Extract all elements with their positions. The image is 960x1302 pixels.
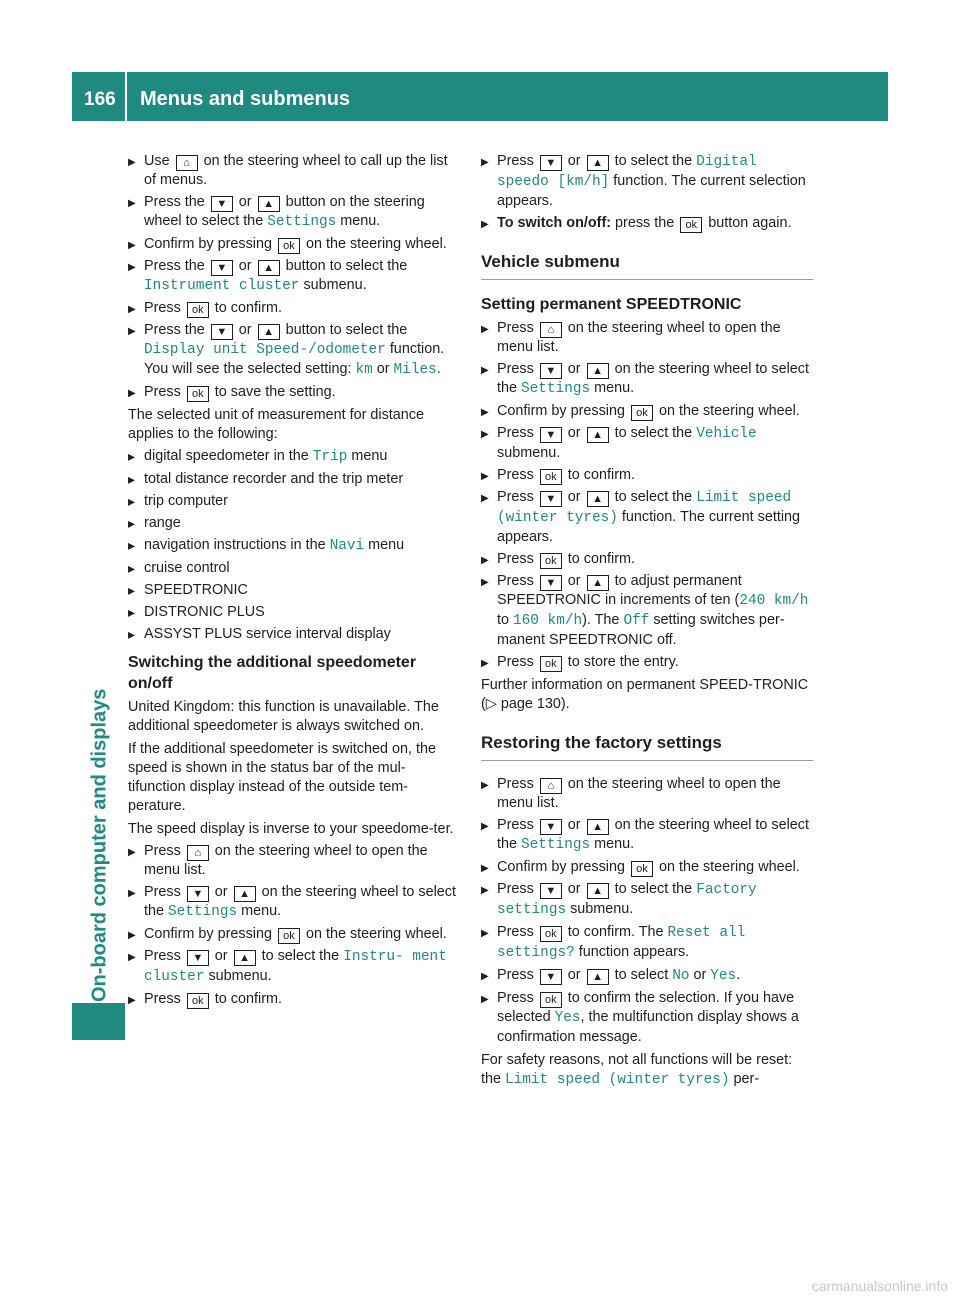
list-item: ▸ SPEEDTRONIC [128,581,460,600]
paragraph: The selected unit of measurement for distance applies to the following: [128,407,424,442]
down-key-icon: ▼ [211,324,233,340]
paragraph: If the additional speedometer is switched on, the speed is shown in the status bar of the mul-tifunction display instead of the outside tem-perature. [128,741,436,814]
down-key-icon: ▼ [540,491,562,507]
list-item: ▸ total distance recorder and the trip meter [128,470,460,489]
list-item: ▸ range [128,514,460,533]
ok-key-icon: ok [187,993,209,1009]
step-call-menus: ▶ Use ⌂ on the steering wheel to call up the list of menus. [128,152,460,190]
section-heading: Restoring the factory settings [481,732,813,761]
page-title: Menus and submenus [140,88,351,110]
paragraph: The speed display is inverse to your speedome-ter. [128,821,454,837]
ok-key-icon: ok [540,469,562,485]
limit-speed-label: Limit speed (winter tyres) [505,1072,730,1088]
up-key-icon: ▲ [587,155,609,171]
up-key-icon: ▲ [234,886,256,902]
up-key-icon: ▲ [587,575,609,591]
list-item: ▸ navigation instructions in the Navi menu [128,536,460,556]
up-key-icon: ▲ [258,324,280,340]
page-number: 166 [84,89,116,110]
paragraph: United Kingdom: this function is unavailable. The additional speedometer is always switched on. [128,699,439,734]
navi-menu-label: Navi [329,538,365,554]
step-open-menu-list: ▶ Press ⌂ on the steering wheel to open the menu list. [128,842,460,880]
ok-key-icon: ok [680,217,702,233]
step-save-setting: ▶ Press ok to save the setting. [128,383,460,402]
down-key-icon: ▼ [211,260,233,276]
no-label: No [672,968,690,984]
speed-160-label: 160 km/h [513,613,583,629]
up-key-icon: ▲ [587,363,609,379]
ok-key-icon: ok [631,861,653,877]
step-select-display-unit: ▶ Press the ▼ or ▲ button to select the Display unit Speed-/odometer function. You will see the selected setting: km or Miles. [128,321,460,380]
section-heading: Vehicle submenu [481,251,813,280]
ok-key-icon: ok [187,386,209,402]
paragraph: For safety reasons, not all functions will be reset: the Limit speed (winter tyres) per- [481,1052,793,1088]
step-press-ok: ▶ Press ok to confirm. [128,299,460,318]
ok-key-icon: ok [187,302,209,318]
ok-key-icon: ok [278,928,300,944]
settings-menu-label: Settings [168,904,238,920]
vehicle-submenu-label: Vehicle [696,426,757,442]
trip-menu-label: Trip [312,449,348,465]
chapter-side-title: On-board computer and displays [88,688,111,1002]
down-key-icon: ▼ [540,969,562,985]
down-key-icon: ▼ [540,883,562,899]
list-item: ▸ digital speedometer in the Trip menu [128,447,460,467]
step-select-instrument-cluster: ▶ Press ▼ or ▲ to select the Instru‐ ment cluster submenu. [128,947,460,987]
step-press-ok: ▶ Press ok to confirm. [128,990,460,1009]
yes-label: Yes [554,1010,581,1026]
down-key-icon: ▼ [540,155,562,171]
limit-speed-label: Limit speed (winter tyres) [497,490,792,526]
subheading: Setting permanent SPEEDTRONIC [481,296,742,313]
side-marker [72,1003,125,1040]
down-key-icon: ▼ [187,950,209,966]
up-key-icon: ▲ [258,260,280,276]
step-select-factory-settings: ▶ Press ▼ or ▲ to select the Factory settings submenu. [481,880,813,920]
home-key-icon: ⌂ [540,322,562,338]
step-open-menu-list: ▶ Press ⌂ on the steering wheel to open the menu list. [481,775,813,813]
step-confirm-selection: ▶ Press ok to confirm the selection. If you have selected Yes, the multifunction display shows a confirmation message. [481,989,813,1047]
watermark-url: carmanualsonline.info [811,1278,948,1294]
step-confirm: ▶ Confirm by pressing ok on the steering wheel. [481,858,813,877]
step-select-settings: ▶ Press the ▼ or ▲ button on the steering wheel to select the Settings menu. [128,193,460,232]
speed-240-label: 240 km/h [739,593,809,609]
settings-menu-label: Settings [521,837,591,853]
step-confirm: ▶ Confirm by pressing ok on the steering wheel. [481,402,813,421]
display-unit-label: Display unit Speed-/odometer [144,342,386,358]
left-column [128,152,460,1012]
list-item: ▸ trip computer [128,492,460,511]
down-key-icon: ▼ [540,819,562,835]
km-label: km [355,362,373,378]
down-key-icon: ▼ [211,196,233,212]
step-select-settings: ▶ Press ▼ or ▲ on the steering wheel to select the Settings menu. [128,883,460,922]
down-key-icon: ▼ [540,427,562,443]
down-key-icon: ▼ [540,575,562,591]
ok-key-icon: ok [540,992,562,1008]
ok-key-icon: ok [540,656,562,672]
instrument-cluster-label: Instrument cluster [144,278,300,294]
step-select-settings: ▶ Press ▼ or ▲ on the steering wheel to select the Settings menu. [481,360,813,399]
step-select-yes-no: ▶ Press ▼ or ▲ to select No or Yes. [481,966,813,986]
step-confirm: ▶ Confirm by pressing ok on the steering wheel. [128,235,460,254]
settings-menu-label: Settings [521,381,591,397]
step-store-entry: ▶ Press ok to store the entry. [481,653,813,672]
step-press-ok-reset: ▶ Press ok to confirm. The Reset all settings? function appears. [481,923,813,963]
up-key-icon: ▲ [258,196,280,212]
step-switch-on-off: ▶ To switch on/off: press the ok button again. [481,214,813,233]
home-key-icon: ⌂ [540,778,562,794]
step-select-settings: ▶ Press ▼ or ▲ on the steering wheel to select the Settings menu. [481,816,813,855]
ok-key-icon: ok [540,553,562,569]
settings-menu-label: Settings [267,214,337,230]
header-divider [125,72,127,121]
step-confirm: ▶ Confirm by pressing ok on the steering wheel. [128,925,460,944]
off-label: Off [623,613,650,629]
digital-speedo-label: Digital speedo [km/h] [497,154,757,190]
yes-label: Yes [710,968,737,984]
instrument-cluster-label: Instru‐ ment cluster [144,949,447,985]
step-open-menu-list: ▶ Press ⌂ on the steering wheel to open the menu list. [481,319,813,357]
step-press-ok: ▶ Press ok to confirm. [481,466,813,485]
up-key-icon: ▲ [587,427,609,443]
step-adjust-speedtronic: ▶ Press ▼ or ▲ to adjust permanent SPEEDTRONIC in increments of ten (240 km/h to 160 km/h). The Off setting switches per-manent SPEEDTRONIC off. [481,572,813,650]
step-select-limit-speed: ▶ Press ▼ or ▲ to select the Limit speed (winter tyres) function. The current setting appears. [481,488,813,547]
up-key-icon: ▲ [234,950,256,966]
miles-label: Miles [393,362,437,378]
step-press-ok: ▶ Press ok to confirm. [481,550,813,569]
step-select-instrument-cluster: ▶ Press the ▼ or ▲ button to select the Instrument cluster submenu. [128,257,460,296]
down-key-icon: ▼ [540,363,562,379]
home-key-icon: ⌂ [176,155,198,171]
up-key-icon: ▲ [587,491,609,507]
reset-all-label: Reset all settings? [497,925,746,961]
up-key-icon: ▲ [587,883,609,899]
up-key-icon: ▲ [587,969,609,985]
ok-key-icon: ok [631,405,653,421]
ok-key-icon: ok [540,926,562,942]
step-select-vehicle: ▶ Press ▼ or ▲ to select the Vehicle submenu. [481,424,813,463]
home-key-icon: ⌂ [187,845,209,861]
list-item: ▸ DISTRONIC PLUS [128,603,460,622]
subheading: Switching the additional speedometer on/off [128,654,417,692]
paragraph: Further information on permanent SPEED-TRONIC (▷ page 130). [481,677,809,712]
step-select-digital-speedo: ▶ Press ▼ or ▲ to select the Digital speedo [km/h] function. The current selection appears. [481,152,813,211]
up-key-icon: ▲ [587,819,609,835]
right-column [481,152,813,1093]
ok-key-icon: ok [278,238,300,254]
list-item: ▸ ASSYST PLUS service interval display [128,625,460,644]
factory-settings-label: Factory settings [497,882,757,918]
list-item: ▸ cruise control [128,559,460,578]
down-key-icon: ▼ [187,886,209,902]
